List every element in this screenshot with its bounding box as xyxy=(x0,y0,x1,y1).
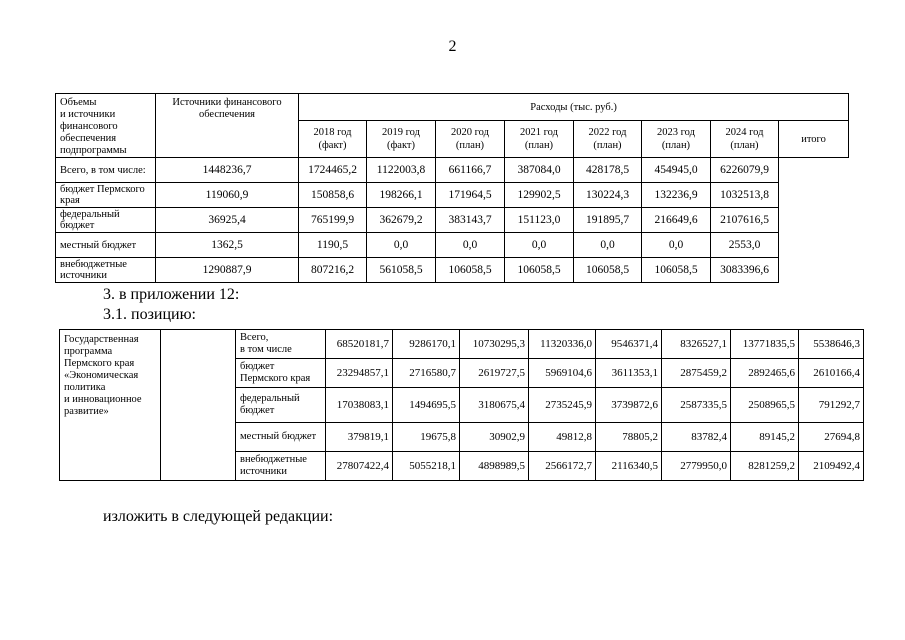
value-cell: 1032513,8 xyxy=(711,183,779,208)
value-cell: 106058,5 xyxy=(574,258,642,283)
table-row xyxy=(60,330,864,359)
table-row xyxy=(56,208,849,233)
value-cell: 1190,5 xyxy=(299,233,367,258)
value-cell: 2553,0 xyxy=(711,233,779,258)
value-cell: 2779950,0 xyxy=(662,452,731,481)
value-cell: 2587335,5 xyxy=(662,388,731,423)
value-cell: 132236,9 xyxy=(642,183,711,208)
value-cell: 1494695,5 xyxy=(393,388,460,423)
source-label-cell: федеральный бюджет xyxy=(56,208,156,233)
source-label-cell: местный бюджет xyxy=(56,233,156,258)
year-header-cell: 2018 год (факт) xyxy=(299,121,367,158)
value-cell: 17038083,1 xyxy=(326,388,393,423)
value-cell: 27807422,4 xyxy=(326,452,393,481)
table-row xyxy=(56,183,849,208)
source-label-cell: внебюджетные источники xyxy=(56,258,156,283)
value-cell: 68520181,7 xyxy=(326,330,393,359)
source-label-cell: внебюджетные источники xyxy=(236,452,326,481)
value-cell: 198266,1 xyxy=(367,183,436,208)
source-label-cell: федеральный бюджет xyxy=(236,388,326,423)
source-label-cell: Всего, в том числе xyxy=(236,330,326,359)
value-cell: 2109492,4 xyxy=(799,452,864,481)
value-cell: 8326527,1 xyxy=(662,330,731,359)
source-label-cell: местный бюджет xyxy=(236,423,326,452)
year-header-cell: 2019 год (факт) xyxy=(367,121,436,158)
value-cell: 1724465,2 xyxy=(299,158,367,183)
value-cell: 3611353,1 xyxy=(596,359,662,388)
value-cell: 2619727,5 xyxy=(460,359,529,388)
value-cell: 150858,6 xyxy=(299,183,367,208)
value-cell: 5538646,3 xyxy=(799,330,864,359)
page-number: 2 xyxy=(448,38,457,55)
value-cell: 2107616,5 xyxy=(711,208,779,233)
value-cell: 561058,5 xyxy=(367,258,436,283)
value-cell: 791292,7 xyxy=(799,388,864,423)
value-cell: 8281259,2 xyxy=(731,452,799,481)
value-cell: 379819,1 xyxy=(326,423,393,452)
value-cell: 2116340,5 xyxy=(596,452,662,481)
sources-header-cell: Источники финансового обеспечения xyxy=(156,94,299,158)
closing-text: изложить в следующей редакции: xyxy=(103,508,334,525)
value-cell: 454945,0 xyxy=(642,158,711,183)
value-cell: 83782,4 xyxy=(662,423,731,452)
value-cell: 130224,3 xyxy=(574,183,642,208)
value-cell: 2716580,7 xyxy=(393,359,460,388)
row-header-cell: Объемы и источники финансового обеспечения подпрограммы xyxy=(56,94,156,158)
source-label-cell: Всего, в том числе: xyxy=(56,158,156,183)
value-cell: 4898989,5 xyxy=(460,452,529,481)
value-cell: 2508965,5 xyxy=(731,388,799,423)
value-cell: 11320336,0 xyxy=(529,330,596,359)
value-cell: 36925,4 xyxy=(156,208,299,233)
value-cell: 19675,8 xyxy=(393,423,460,452)
value-cell: 1362,5 xyxy=(156,233,299,258)
value-cell: 0,0 xyxy=(574,233,642,258)
value-cell: 106058,5 xyxy=(436,258,505,283)
value-cell: 765199,9 xyxy=(299,208,367,233)
value-cell: 0,0 xyxy=(367,233,436,258)
value-cell: 0,0 xyxy=(436,233,505,258)
table-row xyxy=(56,258,849,283)
value-cell: 106058,5 xyxy=(642,258,711,283)
year-header-cell: 2023 год (план) xyxy=(642,121,711,158)
value-cell: 807216,2 xyxy=(299,258,367,283)
value-cell: 5969104,6 xyxy=(529,359,596,388)
value-cell: 23294857,1 xyxy=(326,359,393,388)
table-row xyxy=(56,158,849,183)
value-cell: 78805,2 xyxy=(596,423,662,452)
expenses-header-cell: Расходы (тыс. руб.) xyxy=(299,94,849,121)
value-cell: 129902,5 xyxy=(505,183,574,208)
value-cell: 171964,5 xyxy=(436,183,505,208)
value-cell: 5055218,1 xyxy=(393,452,460,481)
value-cell: 3739872,6 xyxy=(596,388,662,423)
year-header-cell: 2021 год (план) xyxy=(505,121,574,158)
program-funding-table xyxy=(59,329,864,481)
value-cell: 2610166,4 xyxy=(799,359,864,388)
program-name-cell: Государственная программа Пермского края «Экономическая политика и инновационное развитие» xyxy=(60,330,161,481)
value-cell: 6226079,9 xyxy=(711,158,779,183)
value-cell: 3180675,4 xyxy=(460,388,529,423)
value-cell: 119060,9 xyxy=(156,183,299,208)
value-cell: 2892465,6 xyxy=(731,359,799,388)
value-cell: 2566172,7 xyxy=(529,452,596,481)
value-cell: 9286170,1 xyxy=(393,330,460,359)
value-cell: 1122003,8 xyxy=(367,158,436,183)
value-cell: 27694,8 xyxy=(799,423,864,452)
section-heading-position: 3.1. позицию: xyxy=(103,306,196,323)
year-header-cell: 2022 год (план) xyxy=(574,121,642,158)
value-cell: 387084,0 xyxy=(505,158,574,183)
value-cell: 661166,7 xyxy=(436,158,505,183)
value-cell: 428178,5 xyxy=(574,158,642,183)
value-cell: 13771835,5 xyxy=(731,330,799,359)
value-cell: 216649,6 xyxy=(642,208,711,233)
value-cell: 0,0 xyxy=(642,233,711,258)
value-cell: 1448236,7 xyxy=(156,158,299,183)
value-cell: 191895,7 xyxy=(574,208,642,233)
value-cell: 1290887,9 xyxy=(156,258,299,283)
value-cell: 10730295,3 xyxy=(460,330,529,359)
value-cell: 151123,0 xyxy=(505,208,574,233)
year-header-cell: итого xyxy=(779,121,849,158)
section-heading-appendix: 3. в приложении 12: xyxy=(103,286,240,303)
value-cell: 49812,8 xyxy=(529,423,596,452)
value-cell: 89145,2 xyxy=(731,423,799,452)
empty-cell xyxy=(161,330,236,481)
value-cell: 2735245,9 xyxy=(529,388,596,423)
value-cell: 0,0 xyxy=(505,233,574,258)
value-cell: 106058,5 xyxy=(505,258,574,283)
year-header-cell: 2020 год (план) xyxy=(436,121,505,158)
value-cell: 383143,7 xyxy=(436,208,505,233)
value-cell: 2875459,2 xyxy=(662,359,731,388)
value-cell: 362679,2 xyxy=(367,208,436,233)
source-label-cell: бюджет Пермского края xyxy=(236,359,326,388)
subprogram-funding-table xyxy=(55,93,849,283)
value-cell: 30902,9 xyxy=(460,423,529,452)
year-header-cell: 2024 год (план) xyxy=(711,121,779,158)
value-cell: 3083396,6 xyxy=(711,258,779,283)
value-cell: 9546371,4 xyxy=(596,330,662,359)
source-label-cell: бюджет Пермского края xyxy=(56,183,156,208)
table-row xyxy=(56,233,849,258)
